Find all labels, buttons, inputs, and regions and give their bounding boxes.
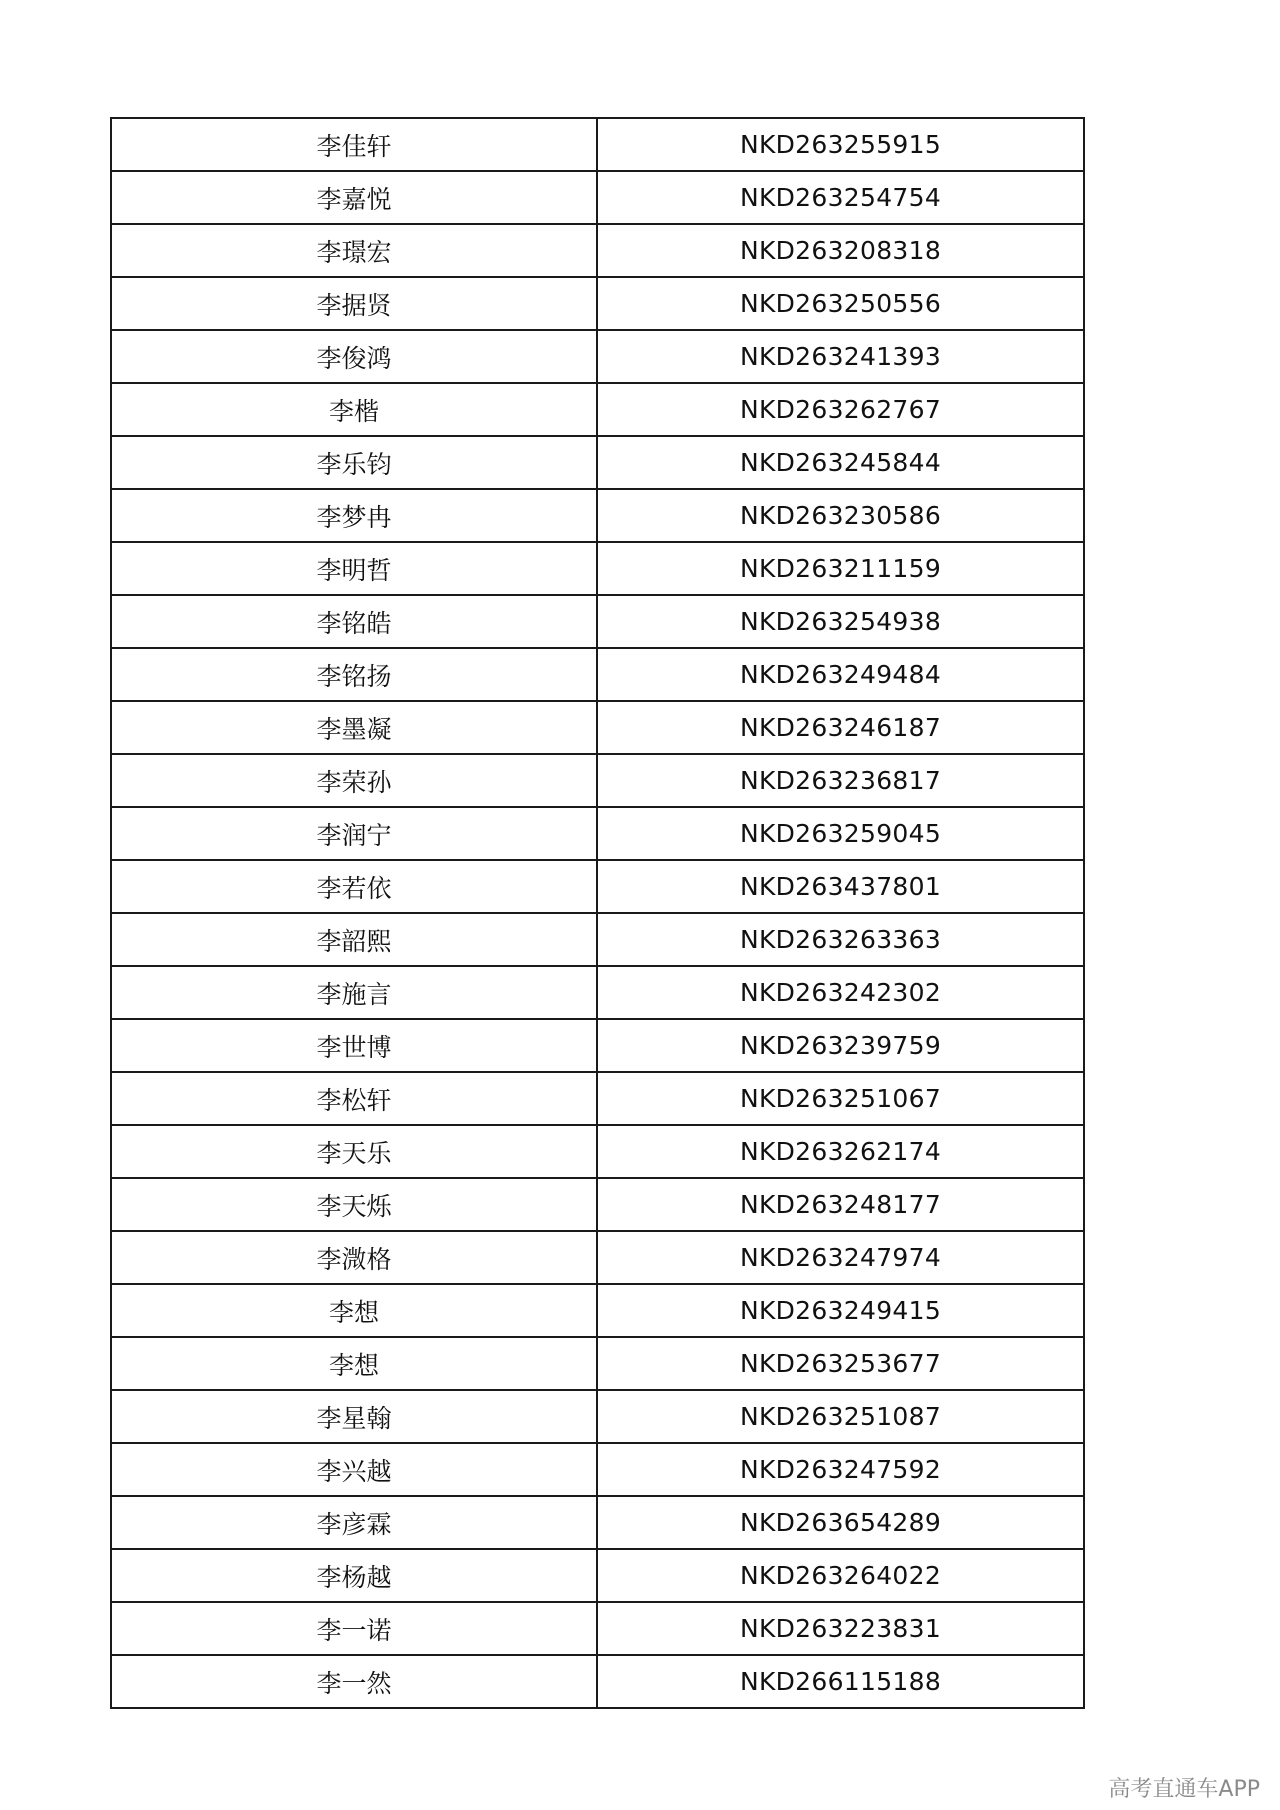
name-cell: 李兴越 bbox=[111, 1443, 597, 1496]
id-cell: NKD263263363 bbox=[597, 913, 1084, 966]
id-cell: NKD263254938 bbox=[597, 595, 1084, 648]
table-row bbox=[111, 171, 1084, 224]
table-row bbox=[111, 489, 1084, 542]
id-cell: NKD263437801 bbox=[597, 860, 1084, 913]
table-row bbox=[111, 807, 1084, 860]
name-cell: 李据贤 bbox=[111, 277, 597, 330]
id-cell: NKD263211159 bbox=[597, 542, 1084, 595]
id-cell: NKD263230586 bbox=[597, 489, 1084, 542]
table-row bbox=[111, 1443, 1084, 1496]
table-row bbox=[111, 277, 1084, 330]
name-cell: 李彦霖 bbox=[111, 1496, 597, 1549]
name-cell: 李铭皓 bbox=[111, 595, 597, 648]
id-cell: NKD263239759 bbox=[597, 1019, 1084, 1072]
name-cell: 李若依 bbox=[111, 860, 597, 913]
id-cell: NKD263251067 bbox=[597, 1072, 1084, 1125]
table-row bbox=[111, 1178, 1084, 1231]
watermark-text: 高考直通车APP bbox=[1108, 1777, 1260, 1802]
table-row bbox=[111, 1019, 1084, 1072]
table-row bbox=[111, 330, 1084, 383]
name-cell: 李墨凝 bbox=[111, 701, 597, 754]
id-cell: NKD263248177 bbox=[597, 1178, 1084, 1231]
id-cell: NKD263253677 bbox=[597, 1337, 1084, 1390]
table-row bbox=[111, 648, 1084, 701]
name-cell: 李梦冉 bbox=[111, 489, 597, 542]
name-cell: 李璟宏 bbox=[111, 224, 597, 277]
name-cell: 李佳轩 bbox=[111, 118, 597, 171]
id-cell: NKD263262767 bbox=[597, 383, 1084, 436]
table-row bbox=[111, 595, 1084, 648]
name-cell: 李想 bbox=[111, 1284, 597, 1337]
id-cell: NKD263223831 bbox=[597, 1602, 1084, 1655]
name-cell: 李俊鸿 bbox=[111, 330, 597, 383]
id-cell: NKD263242302 bbox=[597, 966, 1084, 1019]
table-row bbox=[111, 542, 1084, 595]
name-cell: 李杨越 bbox=[111, 1549, 597, 1602]
name-cell: 李想 bbox=[111, 1337, 597, 1390]
table-row bbox=[111, 1284, 1084, 1337]
id-cell: NKD263249484 bbox=[597, 648, 1084, 701]
id-cell: NKD263247974 bbox=[597, 1231, 1084, 1284]
table-row bbox=[111, 224, 1084, 277]
table-row bbox=[111, 966, 1084, 1019]
name-cell: 李松轩 bbox=[111, 1072, 597, 1125]
id-cell: NKD266115188 bbox=[597, 1655, 1084, 1708]
id-cell: NKD263247592 bbox=[597, 1443, 1084, 1496]
id-cell: NKD263654289 bbox=[597, 1496, 1084, 1549]
id-cell: NKD263246187 bbox=[597, 701, 1084, 754]
id-cell: NKD263259045 bbox=[597, 807, 1084, 860]
id-cell: NKD263254754 bbox=[597, 171, 1084, 224]
table-row bbox=[111, 1125, 1084, 1178]
name-cell: 李一诺 bbox=[111, 1602, 597, 1655]
id-cell: NKD263262174 bbox=[597, 1125, 1084, 1178]
name-cell: 李润宁 bbox=[111, 807, 597, 860]
table-row bbox=[111, 701, 1084, 754]
name-cell: 李天乐 bbox=[111, 1125, 597, 1178]
name-cell: 李荣孙 bbox=[111, 754, 597, 807]
table-row bbox=[111, 913, 1084, 966]
id-cell: NKD263250556 bbox=[597, 277, 1084, 330]
table-row bbox=[111, 1072, 1084, 1125]
name-cell: 李乐钧 bbox=[111, 436, 597, 489]
table-row bbox=[111, 1549, 1084, 1602]
name-cell: 李施言 bbox=[111, 966, 597, 1019]
table-row bbox=[111, 436, 1084, 489]
name-cell: 李嘉悦 bbox=[111, 171, 597, 224]
id-cell: NKD263249415 bbox=[597, 1284, 1084, 1337]
name-cell: 李韶熙 bbox=[111, 913, 597, 966]
table-row bbox=[111, 1337, 1084, 1390]
name-cell: 李楷 bbox=[111, 383, 597, 436]
name-cell: 李世博 bbox=[111, 1019, 597, 1072]
name-cell: 李铭扬 bbox=[111, 648, 597, 701]
table-row bbox=[111, 1390, 1084, 1443]
name-cell: 李一然 bbox=[111, 1655, 597, 1708]
roster-table bbox=[110, 117, 1085, 1709]
id-cell: NKD263251087 bbox=[597, 1390, 1084, 1443]
table-row bbox=[111, 1496, 1084, 1549]
name-cell: 李天烁 bbox=[111, 1178, 597, 1231]
id-cell: NKD263255915 bbox=[597, 118, 1084, 171]
id-cell: NKD263245844 bbox=[597, 436, 1084, 489]
table-row bbox=[111, 860, 1084, 913]
id-cell: NKD263241393 bbox=[597, 330, 1084, 383]
table-row bbox=[111, 1231, 1084, 1284]
table-row bbox=[111, 383, 1084, 436]
table-row bbox=[111, 1655, 1084, 1708]
name-cell: 李明哲 bbox=[111, 542, 597, 595]
name-cell: 李星翰 bbox=[111, 1390, 597, 1443]
table-row bbox=[111, 754, 1084, 807]
name-cell: 李溦格 bbox=[111, 1231, 597, 1284]
id-cell: NKD263264022 bbox=[597, 1549, 1084, 1602]
id-cell: NKD263236817 bbox=[597, 754, 1084, 807]
table-row bbox=[111, 1602, 1084, 1655]
table-row bbox=[111, 118, 1084, 171]
id-cell: NKD263208318 bbox=[597, 224, 1084, 277]
